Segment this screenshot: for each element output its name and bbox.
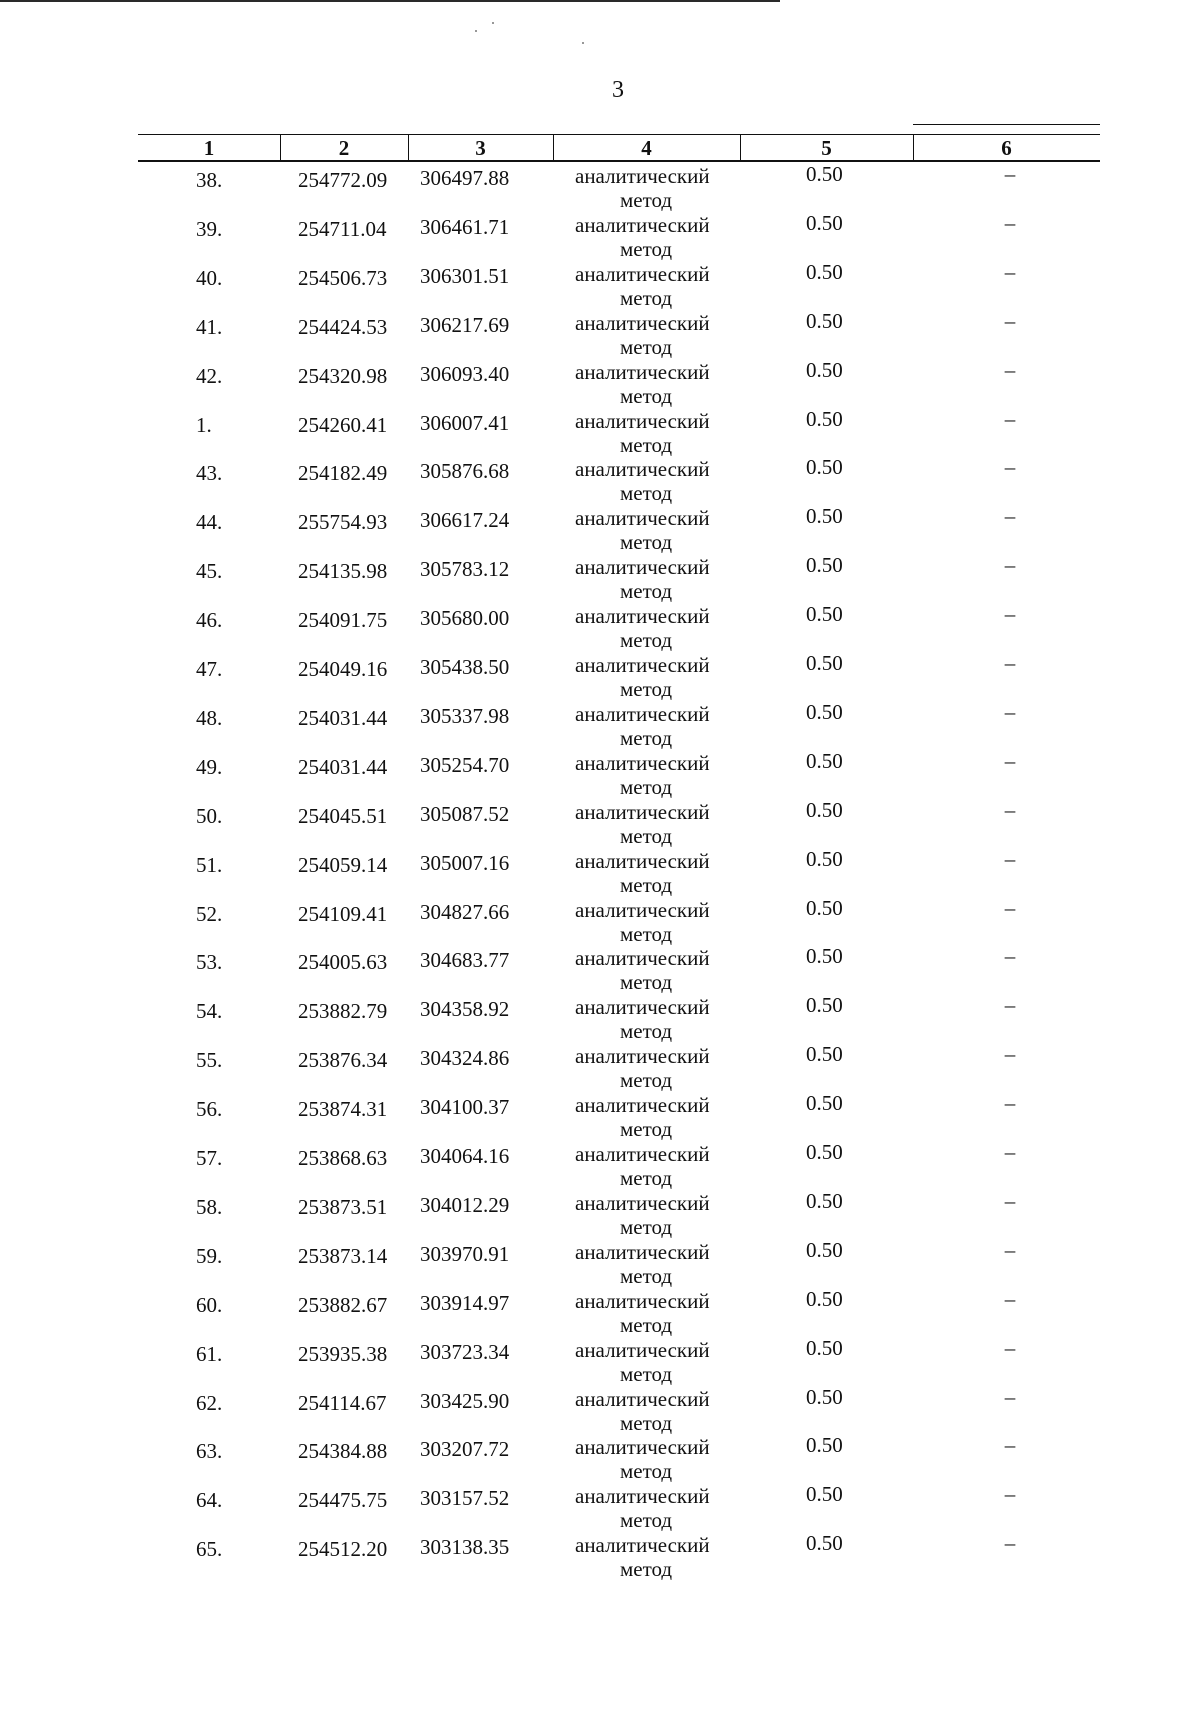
coordinate-y: 306461.71 bbox=[420, 214, 510, 239]
note-dash: – bbox=[1004, 1237, 1016, 1262]
coordinate-y: 305783.12 bbox=[420, 557, 510, 582]
table-row bbox=[138, 1529, 1100, 1582]
coordinate-y: 306301.51 bbox=[420, 263, 510, 288]
point-number: 40. bbox=[196, 265, 223, 290]
coordinate-x: 253882.79 bbox=[298, 999, 388, 1024]
method-line-1: аналитический bbox=[575, 1142, 710, 1166]
point-number: 52. bbox=[196, 901, 223, 926]
method-line-1: аналитический bbox=[575, 995, 710, 1020]
note-dash: – bbox=[1004, 1140, 1016, 1164]
coordinate-y: 305337.98 bbox=[420, 703, 510, 728]
point-number: 41. bbox=[196, 314, 223, 339]
method-line-1: аналитический bbox=[575, 653, 710, 677]
header-col-5: 5 bbox=[740, 134, 914, 160]
accuracy-value: 0.50 bbox=[806, 504, 843, 529]
point-number: 64. bbox=[196, 1488, 223, 1513]
coordinate-x: 254049.16 bbox=[298, 657, 388, 681]
coordinate-x: 254260.41 bbox=[298, 412, 388, 437]
table-row bbox=[138, 1089, 1100, 1142]
note-dash: – bbox=[1004, 1433, 1016, 1458]
note-dash: – bbox=[1004, 846, 1016, 871]
table-row bbox=[138, 845, 1100, 897]
table-row bbox=[138, 1383, 1100, 1435]
point-number: 51. bbox=[196, 852, 223, 877]
method-line-2: метод bbox=[620, 236, 673, 261]
coordinate-y: 305254.70 bbox=[420, 752, 510, 777]
table-row bbox=[138, 649, 1100, 701]
point-number: 49. bbox=[196, 754, 223, 779]
method-line-2: метод bbox=[620, 774, 673, 799]
accuracy-value: 0.50 bbox=[806, 455, 843, 480]
accuracy-value: 0.50 bbox=[806, 553, 843, 578]
accuracy-value: 0.50 bbox=[806, 748, 843, 773]
note-dash: – bbox=[1004, 1482, 1016, 1507]
point-number: 1. bbox=[196, 412, 212, 437]
method-line-1: аналитический bbox=[575, 1435, 710, 1460]
note-dash: – bbox=[1004, 699, 1016, 724]
accuracy-value: 0.50 bbox=[806, 1286, 843, 1311]
coordinate-x: 254059.14 bbox=[298, 852, 388, 877]
coordinate-y: 306007.41 bbox=[420, 410, 510, 435]
scan-speck bbox=[582, 42, 584, 44]
note-dash: – bbox=[1004, 895, 1016, 920]
coordinate-x: 254182.49 bbox=[298, 461, 388, 486]
coordinate-x: 254109.41 bbox=[298, 901, 388, 926]
method-line-1: аналитический bbox=[575, 555, 710, 580]
coordinate-y: 305087.52 bbox=[420, 801, 510, 826]
table-row bbox=[138, 502, 1100, 555]
accuracy-value: 0.50 bbox=[806, 1531, 843, 1556]
accuracy-value: 0.50 bbox=[806, 1237, 843, 1262]
method-line-2: метод bbox=[620, 1019, 673, 1044]
method-line-2: метод bbox=[620, 1361, 673, 1386]
table-row bbox=[138, 1138, 1100, 1190]
method-line-2: метод bbox=[620, 1068, 673, 1093]
accuracy-value: 0.50 bbox=[806, 993, 843, 1018]
method-line-2: метод bbox=[620, 1410, 673, 1435]
table-row bbox=[138, 258, 1100, 310]
table-row bbox=[138, 1431, 1100, 1484]
method-line-2: метод bbox=[620, 1117, 673, 1142]
scan-speck bbox=[492, 22, 494, 24]
header-col-3: 3 bbox=[408, 134, 554, 160]
method-line-2: метод bbox=[620, 188, 673, 212]
point-number: 54. bbox=[196, 999, 223, 1024]
coordinate-x: 254320.98 bbox=[298, 363, 388, 388]
table-row bbox=[138, 942, 1100, 995]
coordinate-x: 254091.75 bbox=[298, 608, 388, 633]
method-line-1: аналитический bbox=[575, 359, 710, 384]
point-number: 53. bbox=[196, 950, 223, 975]
coordinate-y: 303207.72 bbox=[420, 1437, 510, 1462]
method-line-1: аналитический bbox=[575, 1484, 710, 1509]
method-line-2: метод bbox=[620, 1459, 673, 1484]
coordinate-y: 306617.24 bbox=[420, 508, 510, 533]
method-line-1: аналитический bbox=[575, 506, 710, 531]
coordinate-x: 254031.44 bbox=[298, 705, 388, 730]
point-number: 38. bbox=[196, 168, 223, 192]
point-number: 59. bbox=[196, 1243, 223, 1268]
note-dash: – bbox=[1004, 748, 1016, 773]
table-row bbox=[138, 1187, 1100, 1239]
method-line-1: аналитический bbox=[575, 408, 710, 433]
table-row bbox=[138, 747, 1100, 799]
coordinate-y: 305438.50 bbox=[420, 655, 510, 679]
table-row bbox=[138, 209, 1100, 261]
table-row bbox=[138, 600, 1100, 653]
accuracy-value: 0.50 bbox=[806, 895, 843, 920]
method-line-1: аналитический bbox=[575, 848, 710, 873]
method-line-2: метод bbox=[620, 1508, 673, 1533]
coordinate-x: 253882.67 bbox=[298, 1292, 388, 1317]
note-dash: – bbox=[1004, 1286, 1016, 1311]
table-row bbox=[138, 160, 1100, 212]
method-line-2: метод bbox=[620, 1312, 673, 1337]
note-dash: – bbox=[1004, 406, 1016, 431]
coordinate-y: 304358.92 bbox=[420, 997, 510, 1022]
method-line-1: аналитический bbox=[575, 310, 710, 335]
accuracy-value: 0.50 bbox=[806, 1335, 843, 1360]
method-line-1: аналитический bbox=[575, 212, 710, 237]
coordinate-x: 254424.53 bbox=[298, 314, 388, 339]
coordinate-y: 303914.97 bbox=[420, 1290, 510, 1315]
point-number: 43. bbox=[196, 461, 223, 486]
method-line-2: метод bbox=[620, 823, 673, 848]
note-dash: – bbox=[1004, 1531, 1016, 1556]
note-dash: – bbox=[1004, 1091, 1016, 1116]
method-line-2: метод bbox=[620, 725, 673, 750]
table-header-row bbox=[138, 134, 1100, 162]
accuracy-value: 0.50 bbox=[806, 944, 843, 969]
method-line-2: метод bbox=[620, 481, 673, 506]
coordinate-x: 254005.63 bbox=[298, 950, 388, 975]
method-line-2: метод bbox=[620, 432, 673, 457]
coordinate-y: 304683.77 bbox=[420, 948, 510, 973]
coordinate-x: 254711.04 bbox=[298, 216, 387, 241]
table-row bbox=[138, 1285, 1100, 1337]
method-line-2: метод bbox=[620, 1557, 673, 1582]
point-number: 46. bbox=[196, 608, 223, 633]
note-dash: – bbox=[1004, 993, 1016, 1018]
accuracy-value: 0.50 bbox=[806, 357, 843, 382]
point-number: 60. bbox=[196, 1292, 223, 1317]
header-top-border-right bbox=[913, 124, 1100, 125]
coordinate-y: 304064.16 bbox=[420, 1144, 510, 1168]
header-col-4: 4 bbox=[553, 134, 741, 160]
method-line-2: метод bbox=[620, 677, 673, 701]
method-line-1: аналитический bbox=[575, 701, 710, 726]
accuracy-value: 0.50 bbox=[806, 1188, 843, 1213]
method-line-1: аналитический bbox=[575, 604, 710, 629]
method-line-1: аналитический bbox=[575, 164, 710, 188]
method-line-1: аналитический bbox=[575, 1288, 710, 1313]
coordinate-x: 254506.73 bbox=[298, 265, 388, 290]
method-line-2: метод bbox=[620, 921, 673, 946]
note-dash: – bbox=[1004, 162, 1016, 186]
coordinate-x: 254512.20 bbox=[298, 1537, 388, 1562]
method-line-1: аналитический bbox=[575, 1190, 710, 1215]
accuracy-value: 0.50 bbox=[806, 259, 843, 284]
coordinate-y: 303970.91 bbox=[420, 1241, 510, 1266]
coordinate-y: 303723.34 bbox=[420, 1339, 510, 1364]
coordinate-x: 253873.51 bbox=[298, 1194, 388, 1219]
coordinate-y: 306093.40 bbox=[420, 361, 510, 386]
point-number: 42. bbox=[196, 363, 223, 388]
table-row bbox=[138, 1236, 1100, 1288]
table-row bbox=[138, 405, 1100, 457]
page-number: 3 bbox=[612, 77, 624, 103]
table-row bbox=[138, 453, 1100, 506]
method-line-2: метод bbox=[620, 1214, 673, 1239]
coordinate-x: 254475.75 bbox=[298, 1488, 388, 1513]
method-line-2: метод bbox=[620, 579, 673, 604]
header-col-2: 2 bbox=[280, 134, 409, 160]
note-dash: – bbox=[1004, 455, 1016, 480]
note-dash: – bbox=[1004, 1188, 1016, 1213]
point-number: 55. bbox=[196, 1048, 223, 1073]
coordinate-x: 254384.88 bbox=[298, 1439, 388, 1464]
accuracy-value: 0.50 bbox=[806, 162, 843, 186]
scan-top-edge-line bbox=[0, 0, 780, 2]
note-dash: – bbox=[1004, 357, 1016, 382]
note-dash: – bbox=[1004, 308, 1016, 333]
method-line-2: метод bbox=[620, 1263, 673, 1288]
method-line-1: аналитический bbox=[575, 799, 710, 824]
table-row bbox=[138, 1334, 1100, 1386]
method-line-1: аналитический bbox=[575, 897, 710, 922]
coordinate-x: 253935.38 bbox=[298, 1341, 388, 1366]
coordinate-y: 303138.35 bbox=[420, 1535, 510, 1560]
table-row bbox=[138, 698, 1100, 750]
point-number: 50. bbox=[196, 803, 223, 828]
scan-speck bbox=[475, 30, 477, 32]
method-line-1: аналитический bbox=[575, 1386, 710, 1411]
point-number: 61. bbox=[196, 1341, 223, 1366]
point-number: 57. bbox=[196, 1146, 223, 1170]
note-dash: – bbox=[1004, 1042, 1016, 1067]
coordinate-x: 255754.93 bbox=[298, 510, 388, 535]
table-row bbox=[138, 551, 1100, 604]
coordinate-x: 254045.51 bbox=[298, 803, 388, 828]
method-line-1: аналитический bbox=[575, 457, 710, 482]
coordinate-y: 303425.90 bbox=[420, 1388, 510, 1413]
point-number: 62. bbox=[196, 1390, 223, 1415]
point-number: 45. bbox=[196, 559, 223, 584]
coordinate-x: 253876.34 bbox=[298, 1048, 388, 1073]
accuracy-value: 0.50 bbox=[806, 699, 843, 724]
accuracy-value: 0.50 bbox=[806, 1482, 843, 1507]
note-dash: – bbox=[1004, 602, 1016, 627]
point-number: 58. bbox=[196, 1194, 223, 1219]
coordinate-y: 304827.66 bbox=[420, 899, 510, 924]
method-line-2: метод bbox=[620, 970, 673, 995]
method-line-2: метод bbox=[620, 285, 673, 310]
method-line-2: метод bbox=[620, 872, 673, 897]
coordinate-y: 305876.68 bbox=[420, 459, 510, 484]
coordinate-x: 254772.09 bbox=[298, 168, 388, 192]
note-dash: – bbox=[1004, 1335, 1016, 1360]
table-row bbox=[138, 307, 1100, 359]
table-row bbox=[138, 796, 1100, 848]
accuracy-value: 0.50 bbox=[806, 406, 843, 431]
point-number: 56. bbox=[196, 1097, 223, 1122]
note-dash: – bbox=[1004, 651, 1016, 675]
coordinate-y: 306217.69 bbox=[420, 312, 510, 337]
accuracy-value: 0.50 bbox=[806, 1384, 843, 1409]
method-line-1: аналитический bbox=[575, 1239, 710, 1264]
method-line-1: аналитический bbox=[575, 261, 710, 286]
table-row bbox=[138, 894, 1100, 946]
table-row bbox=[138, 356, 1100, 408]
method-line-1: аналитический bbox=[575, 1533, 710, 1558]
accuracy-value: 0.50 bbox=[806, 1140, 843, 1164]
coordinate-x: 253868.63 bbox=[298, 1146, 388, 1170]
coordinate-y: 304324.86 bbox=[420, 1046, 510, 1071]
accuracy-value: 0.50 bbox=[806, 1433, 843, 1458]
method-line-1: аналитический bbox=[575, 750, 710, 775]
note-dash: – bbox=[1004, 259, 1016, 284]
coordinate-x: 254135.98 bbox=[298, 559, 388, 584]
accuracy-value: 0.50 bbox=[806, 846, 843, 871]
note-dash: – bbox=[1004, 210, 1016, 235]
method-line-1: аналитический bbox=[575, 946, 710, 971]
method-line-1: аналитический bbox=[575, 1093, 710, 1118]
method-line-2: метод bbox=[620, 628, 673, 653]
note-dash: – bbox=[1004, 504, 1016, 529]
accuracy-value: 0.50 bbox=[806, 651, 843, 675]
point-number: 44. bbox=[196, 510, 223, 535]
header-col-6: 6 bbox=[1001, 136, 1012, 160]
coordinate-x: 253874.31 bbox=[298, 1097, 388, 1122]
accuracy-value: 0.50 bbox=[806, 210, 843, 235]
note-dash: – bbox=[1004, 797, 1016, 822]
coordinate-y: 306497.88 bbox=[420, 166, 510, 190]
coordinate-x: 253873.14 bbox=[298, 1243, 388, 1268]
header-col-1: 1 bbox=[138, 134, 281, 160]
table-row bbox=[138, 1480, 1100, 1533]
coordinate-y: 303157.52 bbox=[420, 1486, 510, 1511]
coordinate-y: 305007.16 bbox=[420, 850, 510, 875]
coordinate-y: 304012.29 bbox=[420, 1192, 510, 1217]
accuracy-value: 0.50 bbox=[806, 308, 843, 333]
accuracy-value: 0.50 bbox=[806, 1042, 843, 1067]
method-line-2: метод bbox=[620, 530, 673, 555]
method-line-1: аналитический bbox=[575, 1044, 710, 1069]
coordinate-y: 304100.37 bbox=[420, 1095, 510, 1120]
coordinate-x: 254031.44 bbox=[298, 754, 388, 779]
method-line-1: аналитический bbox=[575, 1337, 710, 1362]
table-row bbox=[138, 1040, 1100, 1093]
method-line-2: метод bbox=[620, 1166, 673, 1190]
method-line-2: метод bbox=[620, 334, 673, 359]
accuracy-value: 0.50 bbox=[806, 1091, 843, 1116]
table-row bbox=[138, 991, 1100, 1044]
method-line-2: метод bbox=[620, 383, 673, 408]
note-dash: – bbox=[1004, 553, 1016, 578]
point-number: 63. bbox=[196, 1439, 223, 1464]
accuracy-value: 0.50 bbox=[806, 797, 843, 822]
accuracy-value: 0.50 bbox=[806, 602, 843, 627]
point-number: 48. bbox=[196, 705, 223, 730]
note-dash: – bbox=[1004, 1384, 1016, 1409]
coordinate-x: 254114.67 bbox=[298, 1390, 387, 1415]
point-number: 47. bbox=[196, 657, 223, 681]
note-dash: – bbox=[1004, 944, 1016, 969]
coordinate-y: 305680.00 bbox=[420, 606, 510, 631]
point-number: 65. bbox=[196, 1537, 223, 1562]
point-number: 39. bbox=[196, 216, 223, 241]
